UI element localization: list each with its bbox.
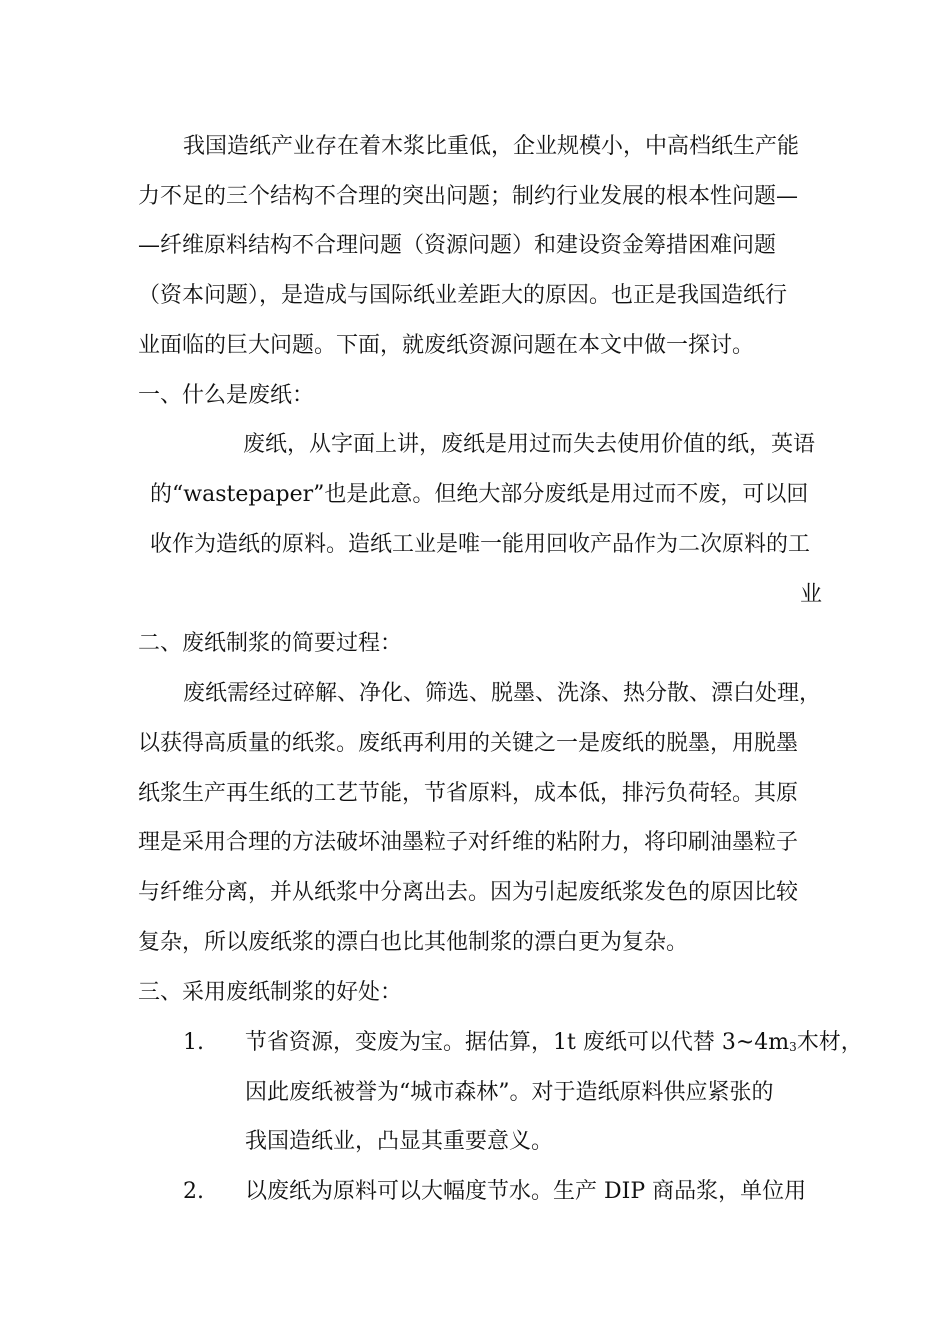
list-item-1-number: 1.: [183, 1030, 204, 1055]
list-item-2-number: 2.: [183, 1179, 204, 1204]
intro-line-4: （资本问题），是造成与国际纸业差距大的原因。也正是我国造纸行: [138, 283, 788, 308]
section-1-line-3: 收作为造纸的原料。造纸工业是唯一能用回收产品作为二次原料的工: [150, 532, 811, 557]
section-1-heading: 一、什么是废纸：: [138, 383, 315, 408]
section-2-heading: 二、废纸制浆的简要过程：: [138, 631, 403, 656]
section-2-line-3: 纸浆生产再生纸的工艺节能，节省原料，成本低，排污负荷轻。其原: [138, 781, 799, 806]
list-item-1-text-b: 木材，: [796, 1030, 863, 1055]
section-1-line-2: 的“wastepaper”也是此意。但绝大部分废纸是用过而不废，可以回: [150, 482, 809, 507]
intro-line-1: 我国造纸产业存在着木浆比重低，企业规模小，中高档纸生产能: [183, 134, 800, 159]
list-item-1-line-2: 因此废纸被誉为“城市森林”。对于造纸原料供应紧张的: [245, 1080, 774, 1105]
section-1-line-4: 业: [800, 582, 823, 607]
list-item-1-line-1: [245, 1028, 863, 1062]
section-2-line-6: 复杂，所以废纸浆的漂白也比其他制浆的漂白更为复杂。: [138, 930, 689, 955]
section-2-line-4: 理是采用合理的方法破坏油墨粒子对纤维的粘附力，将印刷油墨粒子: [138, 830, 799, 855]
list-item-1-superscript: 3: [789, 1040, 797, 1054]
section-2-line-1: 废纸需经过碎解、净化、筛选、脱墨、洗涤、热分散、漂白处理，: [183, 681, 822, 706]
list-item-1-line-3: 我国造纸业，凸显其重要意义。: [245, 1129, 554, 1154]
list-item-2-line-1: 以废纸为原料可以大幅度节水。生产 DIP 商品浆，单位用: [245, 1179, 807, 1204]
list-item-1-text-a: 节省资源，变废为宝。据估算，1t 废纸可以代替 3~4m: [245, 1030, 790, 1055]
section-1-line-1: 废纸，从字面上讲，废纸是用过而失去使用价值的纸，英语: [243, 432, 816, 457]
section-2-line-2: 以获得高质量的纸浆。废纸再利用的关键之一是废纸的脱墨，用脱墨: [138, 731, 799, 756]
intro-line-2: 力不足的三个结构不合理的突出问题；制约行业发展的根本性问题—: [138, 184, 799, 209]
section-3-heading: 三、采用废纸制浆的好处：: [138, 980, 403, 1005]
intro-line-5: 业面临的巨大问题。下面，就废纸资源问题在本文中做一探讨。: [138, 333, 755, 358]
section-2-line-5: 与纤维分离，并从纸浆中分离出去。因为引起废纸浆发色的原因比较: [138, 880, 799, 905]
intro-line-3: —纤维原料结构不合理问题（资源问题）和建设资金筹措困难问题: [138, 233, 777, 258]
